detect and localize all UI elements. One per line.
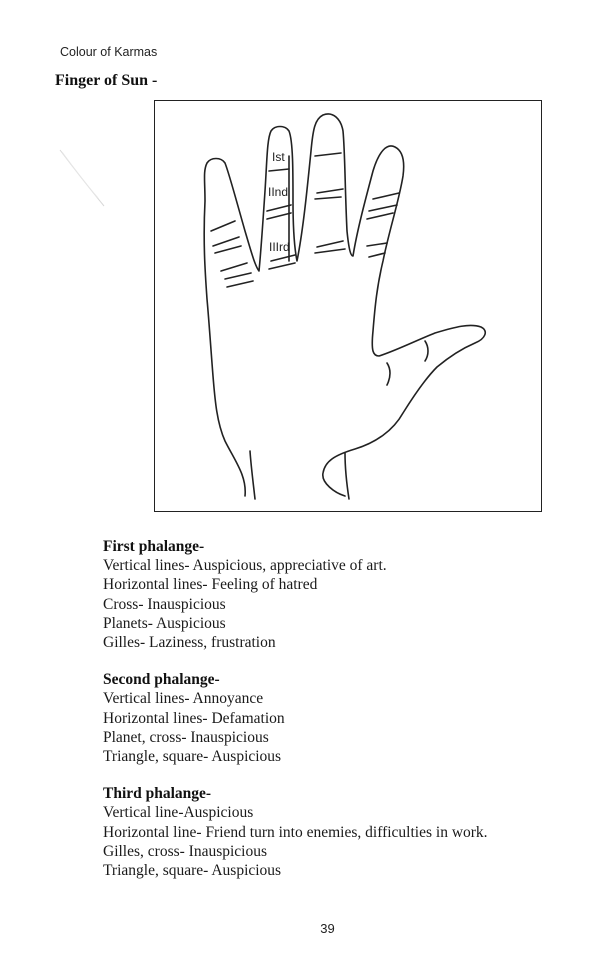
block-heading: Third phalange- — [103, 785, 212, 803]
running-head: Colour of Karmas — [60, 45, 158, 59]
description-line: Horizontal line- Friend turn into enemies, difficulties in work. — [103, 823, 488, 841]
page-number: 39 — [320, 921, 335, 936]
description-line: Planet, cross- Inauspicious — [103, 728, 269, 746]
description-line: Planets- Auspicious — [103, 614, 226, 632]
description-line: Gilles- Laziness, frustration — [103, 634, 276, 652]
second-phalange-block — [103, 670, 598, 766]
description-line: Vertical lines- Auspicious, appreciative of art. — [103, 557, 387, 575]
third-phalange-block — [103, 784, 598, 880]
description-line: Vertical line-Auspicious — [103, 804, 254, 822]
block-heading: First phalange- — [103, 538, 205, 555]
description-line: Vertical lines- Annoyance — [103, 690, 264, 708]
scan-smudge — [58, 148, 108, 208]
phalange-descriptions — [103, 537, 598, 898]
phalange-label-second: IInd — [268, 185, 289, 199]
block-heading: Second phalange- — [103, 671, 220, 689]
description-line: Triangle, square- Auspicious — [103, 748, 282, 766]
hand-outline — [204, 114, 485, 499]
first-phalange-block — [103, 537, 598, 652]
hand-figure — [154, 100, 542, 512]
description-line: Cross- Inauspicious — [103, 595, 226, 613]
phalange-label-first: Ist — [272, 150, 285, 164]
description-line: Horizontal lines- Feeling of hatred — [103, 576, 318, 594]
hand-drawing — [155, 101, 543, 513]
description-line: Gilles, cross- Inauspicious — [103, 842, 268, 860]
description-line: Triangle, square- Auspicious — [103, 862, 282, 880]
description-line: Horizontal lines- Defamation — [103, 709, 285, 727]
section-title: Finger of Sun - — [55, 72, 158, 89]
phalange-label-third: IIIrd — [269, 240, 290, 254]
